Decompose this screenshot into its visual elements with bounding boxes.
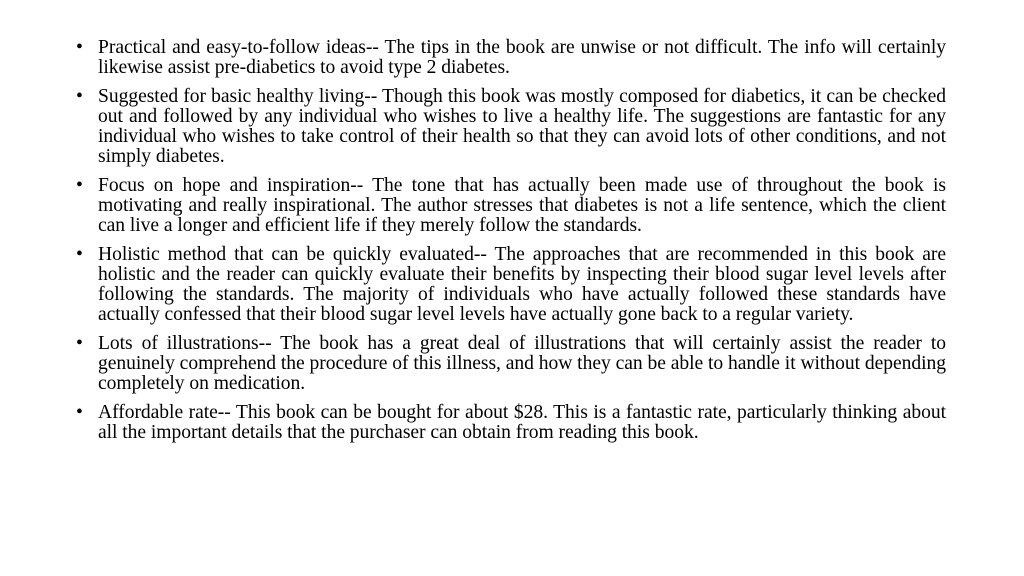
bullet-icon: • [76, 333, 83, 354]
bullet-text: Lots of illustrations-- The book has a great deal of illustrations that will certainly assist the reader to genuinely comprehend the procedure of this illness, and how they can be able to handle it without depending completely on medication. [98, 333, 946, 394]
bullet-item [76, 38, 946, 78]
bullet-item [76, 176, 946, 236]
bullet-item [76, 87, 946, 167]
bullet-text: Practical and easy-to-follow ideas-- The tips in the book are unwise or not difficult. The info will certainly likewise assist pre-diabetics to avoid type 2 diabetes. [98, 37, 946, 78]
bullet-text: Suggested for basic healthy living-- Though this book was mostly composed for diabetics, it can be checked out and followed by any individual who wishes to live a healthy life. The suggestions are fantastic for any individual who wishes to take control of their health so that they can avoid lots of other conditions, and not simply diabetes. [98, 86, 946, 167]
bullet-icon: • [76, 244, 83, 265]
bullet-item [76, 403, 946, 443]
bullet-item [76, 245, 946, 325]
bullet-list [76, 38, 946, 452]
bullet-item [76, 334, 946, 394]
bullet-text: Focus on hope and inspiration-- The tone that has actually been made use of throughout the book is motivating and really inspirational. The author stresses that diabetes is not a life sentence, which the client can live a longer and efficient life if they merely follow the standards. [98, 175, 946, 236]
bullet-icon: • [76, 86, 83, 107]
bullet-icon: • [76, 37, 83, 58]
bullet-text: Holistic method that can be quickly evaluated-- The approaches that are recommended in this book are holistic and the reader can quickly evaluate their benefits by inspecting their blood sugar level levels after following the standards. The majority of individuals who have actually followed these standards have actually confessed that their blood sugar level levels have actually gone back to a regular variety. [98, 244, 946, 325]
bullet-text: Affordable rate-- This book can be bought for about $28. This is a fantastic rate, particularly thinking about all the important details that the purchaser can obtain from reading this book. [98, 402, 946, 443]
bullet-icon: • [76, 175, 83, 196]
bullet-icon: • [76, 402, 83, 423]
